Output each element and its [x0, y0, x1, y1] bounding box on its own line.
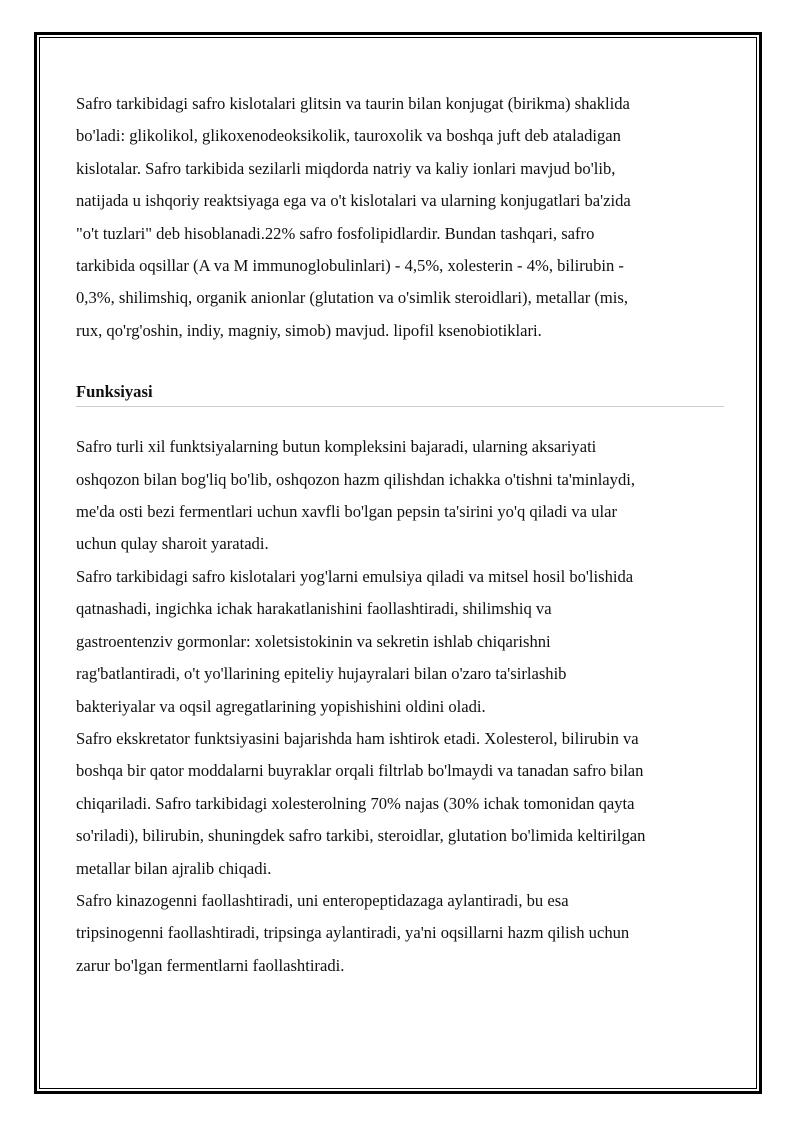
text-line: tarkibida oqsillar (A va M immunoglobulinlari) - 4,5%, xolesterin - 4%, bilirubin -	[76, 256, 624, 276]
text-line: gastroentenziv gormonlar: xoletsistokinin va sekretin ishlab chiqarishni	[76, 631, 551, 651]
text-line: uchun qulay sharoit yaratadi.	[76, 534, 269, 554]
section-heading: Funksiyasi	[76, 380, 724, 407]
text-line: rux, qo'rg'oshin, indiy, magniy, simob) mavjud. lipofil ksenobiotiklari.	[76, 320, 542, 340]
text-line: "o't tuzlari" deb hisoblanadi.22% safro fosfolipidlardir. Bundan tashqari, safro	[76, 223, 595, 243]
text-line: Safro ekskretator funktsiyasini bajarishda ham ishtirok etadi. Xolesterol, bilirubin va	[76, 728, 639, 748]
text-line: so'riladi), bilirubin, shuningdek safro tarkibi, steroidlar, glutation bo'limida keltirilgan	[76, 826, 646, 846]
intro-paragraph	[76, 88, 736, 347]
document-body	[76, 88, 736, 982]
text-line: me'da osti bezi fermentlari uchun xavfli bo'lgan pepsin ta'sirini yo'q qiladi va ular	[76, 502, 617, 522]
text-line: qatnashadi, ingichka ichak harakatlanishini faollashtiradi, shilimshiq va	[76, 599, 552, 619]
text-line: zarur bo'lgan fermentlarni faollashtiradi.	[76, 955, 345, 975]
text-line: Safro tarkibidagi safro kislotalari glitsin va taurin bilan konjugat (birikma) shaklida	[76, 94, 630, 113]
text-line: tripsinogenni faollashtiradi, tripsinga aylantiradi, ya'ni oqsillarni hazm qilish uchun	[76, 923, 630, 943]
text-line: chiqariladi. Safro tarkibidagi xolesterolning 70% najas (30% ichak tomonidan qayta	[76, 793, 635, 813]
text-line: bakteriyalar va oqsil agregatlarining yopishishini oldini oladi.	[76, 696, 486, 716]
text-line: bo'ladi: glikolikol, glikoxenodeoksikolik, tauroxolik va boshqa juft deb ataladigan	[76, 126, 621, 146]
text-line: 0,3%, shilimshiq, organik anionlar (glutation va o'simlik steroidlari), metallar (mis,	[76, 288, 629, 308]
text-line: metallar bilan ajralib chiqadi.	[76, 858, 272, 878]
text-line: boshqa bir qator moddalarni buyraklar orqali filtrlab bo'lmaydi va tanadan safro bilan	[76, 761, 644, 781]
text-line: rag'batlantiradi, o't yo'llarining epiteliy hujayralari bilan o'zaro ta'sirlashib	[76, 664, 567, 684]
text-line: oshqozon bilan bog'liq bo'lib, oshqozon hazm qilishdan ichakka o'tishni ta'minlaydi,	[76, 469, 636, 489]
function-paragraphs	[76, 431, 736, 982]
text-line: kislotalar. Safro tarkibida sezilarli miqdorda natriy va kaliy ionlari mavjud bo'lib,	[76, 158, 616, 178]
text-line: Safro turli xil funktsiyalarning butun kompleksini bajaradi, ularning aksariyati	[76, 437, 597, 457]
text-line: natijada u ishqoriy reaktsiyaga ega va o't kislotalari va ularning konjugatlari ba'zida	[76, 191, 631, 211]
text-line: Safro tarkibidagi safro kislotalari yog'larni emulsiya qiladi va mitsel hosil bo'lishida	[76, 566, 634, 586]
text-line: Safro kinazogenni faollashtiradi, uni enteropeptidazaga aylantiradi, bu esa	[76, 890, 569, 910]
